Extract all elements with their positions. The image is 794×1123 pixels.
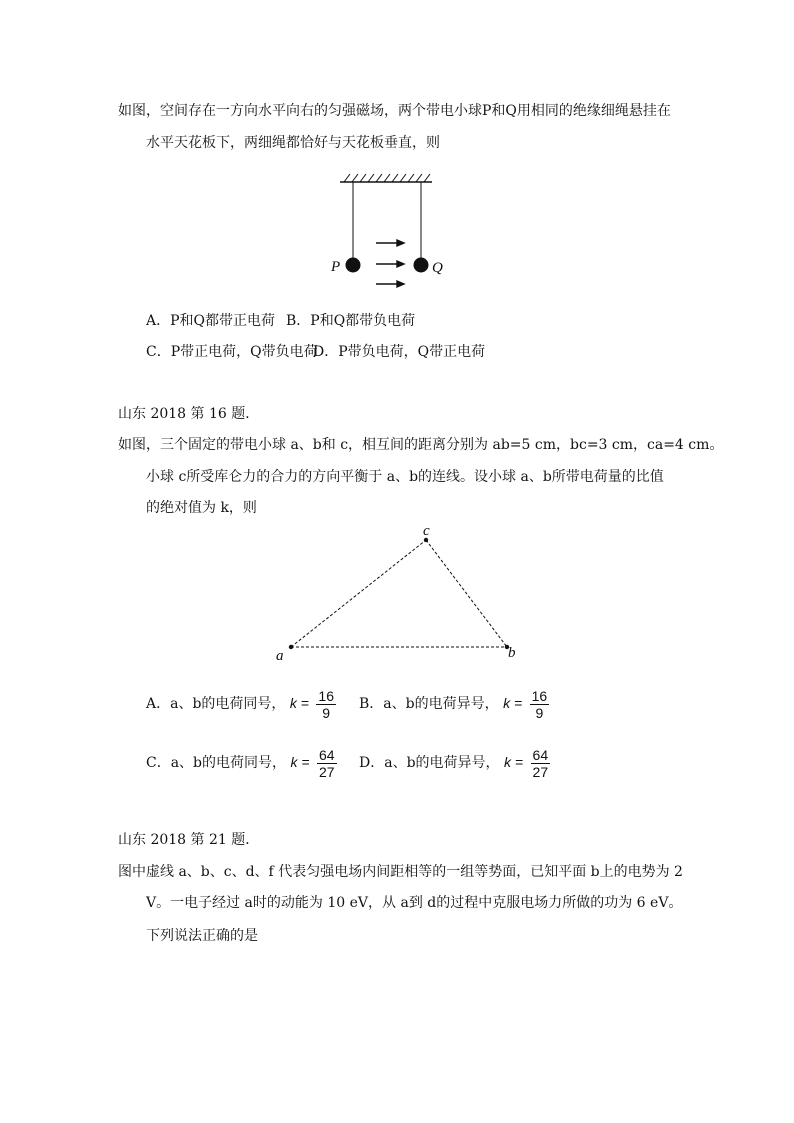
k-expression: k =: [504, 754, 524, 770]
k-expression: k =: [289, 695, 309, 711]
q1-stem-line-2: 水平天花板下，两细绳都恰好与天花板垂直，则: [146, 135, 440, 151]
q2-stem-line-3: 的绝对值为 k，则: [146, 500, 257, 516]
q3-stem-line-1: 图中虚线 a、b、c、d、f 代表匀强电场内间距相等的一组等势面，已知平面 b上的电势为 2: [118, 864, 683, 880]
q1-option-d: D．P带负电荷，Q带正电荷: [313, 344, 486, 360]
q2-option-a: A．a、b的电荷同号，: [146, 696, 286, 712]
ball-p: [346, 258, 361, 273]
ball-q: [414, 258, 429, 273]
k-expression: k =: [503, 695, 523, 711]
label-a: a: [276, 648, 284, 664]
q2-heading: 山东 2018 第 16 题．: [118, 406, 260, 422]
point-a: [289, 645, 293, 649]
fraction-denominator: 27: [532, 763, 549, 780]
fraction-numerator: 16: [318, 687, 334, 704]
q2-option-c: C．a、b的电荷同号，: [146, 755, 287, 771]
fraction-numerator: 64: [532, 746, 549, 763]
q2-triangle-figure: [270, 520, 530, 665]
fraction-denominator: 27: [319, 763, 335, 780]
label-q: Q: [432, 260, 443, 276]
q2-option-b-row: [359, 686, 549, 721]
fraction: [316, 688, 336, 721]
q3-stem-line-3: 下列说法正确的是: [146, 928, 258, 944]
fraction: [531, 747, 551, 780]
q1-option-c: C．P带正电荷，Q带负电荷: [146, 344, 318, 360]
k-expression: k =: [290, 754, 310, 770]
q2-option-b: B．a、b的电荷异号，: [359, 696, 499, 712]
q3-stem-line-2: V。一电子经过 a时的动能为 10 eV，从 a到 d的过程中克服电场力所做的功为 6 eV。: [146, 895, 683, 911]
q1-option-b: B．P和Q都带负电荷: [286, 313, 416, 329]
label-p: P: [331, 259, 341, 275]
q2-option-d-row: [359, 745, 550, 780]
label-b: b: [508, 645, 516, 661]
fraction-denominator: 9: [535, 704, 544, 721]
fraction-numerator: 16: [531, 687, 548, 704]
fraction: [317, 747, 337, 780]
q2-option-d: D．a、b的电荷异号，: [359, 755, 500, 771]
q2-stem-line-1: 如图，三个固定的带电小球 a、b和 c，相互间的距离分别为 ab=5 cm，bc=3 cm，ca=4 cm。: [118, 437, 724, 453]
q1-stem-line-1: 如图，空间存在一方向水平向右的匀强磁场，两个带电小球P和Q用相同的绝缘细绳悬挂在: [118, 103, 671, 119]
q3-heading: 山东 2018 第 21 题．: [118, 832, 260, 848]
fraction: [530, 688, 550, 721]
q1-option-a: A．P和Q都带正电荷: [146, 313, 276, 329]
q1-magnetic-field-figure: [320, 172, 460, 292]
fraction-numerator: 64: [319, 746, 335, 763]
q2-option-a-row: [146, 686, 336, 721]
fraction-denominator: 9: [322, 704, 331, 721]
label-c: c: [423, 523, 430, 539]
q2-stem-line-2: 小球 c所受库仑力的合力的方向平衡于 a、b的连线。设小球 a、b所带电荷量的比值: [146, 469, 664, 485]
q2-option-c-row: [146, 745, 337, 780]
